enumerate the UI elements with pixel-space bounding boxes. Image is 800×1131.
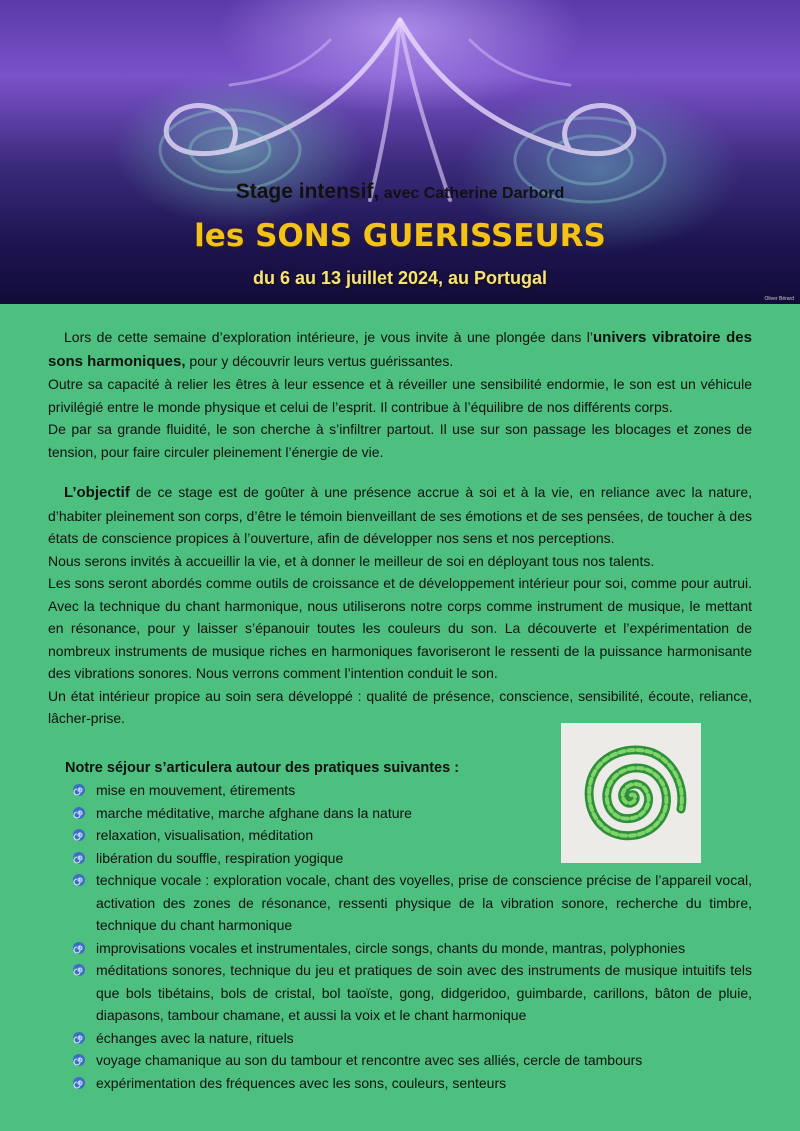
intro-paragraph-2: Outre sa capacité à relier les êtres à leur essence et à réveiller une sensibilité endormie, le son est un véhicule privilégié entre le monde physique et celui de l’esprit. Il contribue à l’équilibre de nos différents corps. bbox=[48, 376, 752, 415]
stage-subtitle bbox=[0, 180, 800, 204]
spiral-bullet-icon bbox=[72, 1076, 86, 1090]
intro-paragraph-3: De par sa grande fluidité, le son cherche à s’infiltrer partout. Il use sur son passage les blocages et zones de tension, pour faire circuler pleinement l’énergie de vie. bbox=[48, 421, 752, 460]
page-title: les SONS GUERISSEURS bbox=[194, 218, 606, 254]
list-item bbox=[72, 802, 752, 825]
spiral-bullet-icon bbox=[72, 1053, 86, 1067]
objectif-text: de ce stage est de goûter à une présence accrue à soi et à la vie, en reliance avec la nature, d’habiter pleinement son corps, d’être le témoin bienveillant de ses émotions et de ses pensées, de toucher à des états de conscience propices à l’ouverture, afin de développer nos sens et nos perceptions. bbox=[48, 484, 752, 546]
list-item-text: voyage chamanique au son du tambour et rencontre avec ses alliés, cercle de tambours bbox=[96, 1052, 643, 1068]
list-item-text: méditations sonores, technique du jeu et pratiques de soin avec des instruments de musique intuitifs tels que bols tibétains, bols de cristal, bol taoïste, gong, didgeridoo, guimbarde, carillons, bâton de pluie, diapasons, tambour chamane, et aussi la voix et le chant harmonique bbox=[96, 962, 752, 1023]
spiral-bullet-icon bbox=[72, 941, 86, 955]
list-item-text: relaxation, visualisation, méditation bbox=[96, 827, 314, 843]
objectif-lead: L’objectif bbox=[64, 484, 130, 501]
list-item-text: mise en mouvement, étirements bbox=[96, 782, 296, 798]
intro-paragraph-1 bbox=[48, 326, 752, 373]
practices-list bbox=[72, 779, 752, 1094]
list-item bbox=[72, 1049, 752, 1072]
objectif-paragraph-3: Les sons seront abordés comme outils de croissance et de développement intérieur pour soi, comme pour autrui. Avec la technique du chant harmonique, nous utiliserons notre corps comme instrument de musique, le mettant en résonance, pour y laisser s’épanouir toutes les couleurs du son. La découverte et l’expérimentation de nombreux instruments de musique riches en harmoniques favoriseront le ressenti de la puissance harmonisante des vibrations sonores. Nous verrons comment l’intention conduit le son. bbox=[48, 575, 752, 681]
list-item bbox=[72, 1027, 752, 1050]
stage-teacher: avec Catherine Darbord bbox=[383, 185, 565, 202]
spiral-bullet-icon bbox=[72, 1031, 86, 1045]
list-item bbox=[72, 824, 752, 847]
list-item bbox=[72, 1072, 752, 1095]
list-item-text: expérimentation des fréquences avec les sons, couleurs, senteurs bbox=[96, 1074, 507, 1091]
intro-text-bold: univers vibratoire des sons harmoniques, bbox=[48, 329, 752, 370]
list-item-text: échanges avec la nature, rituels bbox=[96, 1029, 294, 1046]
objectif-paragraph-1 bbox=[48, 481, 752, 550]
objectif-paragraph-2: Nous serons invités à accueillir la vie, et à donner le meilleur de soi en déployant tous nos talents. bbox=[48, 552, 655, 569]
list-item bbox=[72, 847, 752, 870]
list-item-text: technique vocale : exploration vocale, chant des voyelles, prise de conscience précise de l’appareil vocal, activation des zones de résonance, ressenti physique de la vibration sonore, recherche du timbre, technique du chant harmonique bbox=[96, 872, 752, 933]
image-credit: Oliver Bérard bbox=[764, 296, 794, 302]
objectif-paragraph-4: Un état intérieur propice au soin sera développé : qualité de présence, conscience, sensibilité, écoute, reliance, lâcher-prise. bbox=[48, 687, 752, 726]
stage-dates: du 6 au 13 juillet 2024, au Portugal bbox=[252, 268, 548, 288]
list-item bbox=[72, 937, 752, 960]
spiral-bullet-icon bbox=[72, 851, 86, 865]
intro-section bbox=[48, 326, 752, 730]
list-item-text: improvisations vocales et instrumentales, circle songs, chants du monde, mantras, polyphonies bbox=[96, 939, 686, 956]
spiral-bullet-icon bbox=[72, 806, 86, 820]
spiral-bullet-icon bbox=[72, 963, 86, 977]
list-item bbox=[72, 779, 752, 802]
spiral-bullet-icon bbox=[72, 873, 86, 887]
spiral-bullet-icon bbox=[72, 783, 86, 797]
header-banner bbox=[0, 0, 800, 304]
list-item bbox=[72, 959, 752, 1027]
stage-type: Stage intensif, bbox=[235, 180, 380, 203]
list-item-text: libération du souffle, respiration yogique bbox=[96, 849, 344, 866]
fractal-background-image bbox=[0, 0, 800, 304]
list-item bbox=[72, 869, 752, 937]
list-item-text: marche méditative, marche afghane dans la nature bbox=[96, 804, 412, 821]
intro-text-start: Lors de cette semaine d’exploration intérieure, je vous invite à une plongée dans l’ bbox=[64, 329, 594, 345]
spiral-bullet-icon bbox=[72, 828, 86, 842]
practices-title: Notre séjour s’articulera autour des pratiques suivantes : bbox=[65, 760, 460, 776]
intro-text-end: pour y découvrir leurs vertus guérissantes. bbox=[185, 352, 454, 369]
